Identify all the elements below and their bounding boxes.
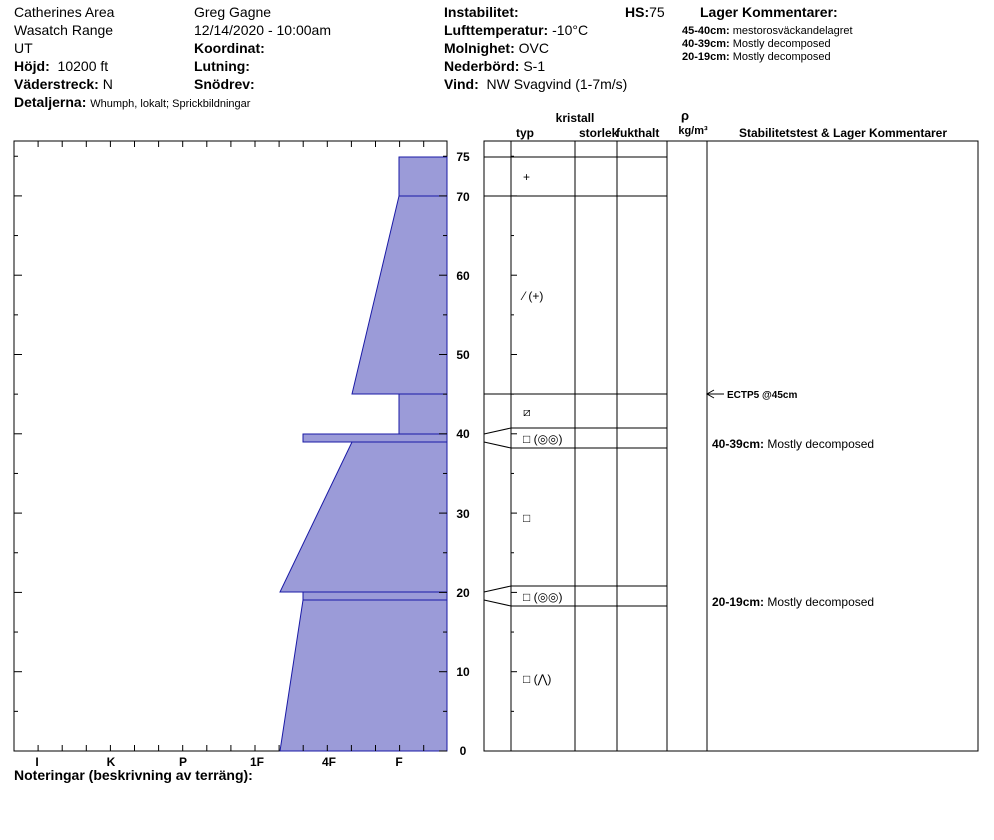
column-header-rho: ρ — [680, 108, 690, 123]
hardness-label-P: P — [178, 755, 188, 769]
hardness-label-F: F — [395, 755, 403, 769]
sky-cover-value: OVC — [518, 40, 549, 56]
layer-comment-range: 40-39cm: — [682, 38, 730, 50]
depth-label: 50 — [456, 348, 470, 362]
depth-label: 75 — [456, 150, 470, 164]
hardness-label-4F: 4F — [321, 755, 337, 769]
crystal-type-symbol: □ (◎◎) — [523, 590, 563, 604]
precipitation-label: Nederbörd: — [444, 58, 520, 74]
column-header-fukthalt: fukthalt — [616, 126, 660, 140]
depth-label: 60 — [456, 269, 470, 283]
terrain-notes-label: Noteringar (beskrivning av terräng): — [14, 767, 253, 783]
elevation-value: 10200 ft — [57, 58, 109, 74]
air-temperature-label: Lufttemperatur: — [444, 22, 549, 38]
stability-test-marker — [707, 390, 797, 401]
crystal-type-symbol: ⁄ (+) — [523, 289, 544, 303]
details-label: Detaljerna: — [14, 94, 87, 110]
depth-label: 40 — [456, 427, 470, 441]
observation-datetime: 12/14/2020 - 10:00am — [194, 22, 331, 38]
state-name: UT — [14, 40, 33, 56]
layer-comment-text: Mostly decomposed — [732, 51, 831, 63]
column-header-stability: Stabilitetstest & Lager Kommentarer — [738, 126, 948, 140]
layer-comment-text: mestorosväckandelagret — [732, 25, 853, 37]
depth-label: 70 — [456, 190, 470, 204]
layer-comment-text: Mostly decomposed — [732, 38, 831, 50]
layer-comments-title: Lager Kommentarer: — [700, 4, 838, 20]
air-temperature-value: -10°C — [552, 22, 589, 38]
precipitation-value: S-1 — [523, 58, 546, 74]
column-header-kristall: kristall — [555, 111, 595, 125]
depth-label: 0 — [459, 744, 467, 758]
hardness-label-1F: 1F — [249, 755, 265, 769]
layer-bar — [399, 157, 447, 196]
crystal-type-symbol: □ — [523, 511, 531, 525]
coordinate-label: Koordinat: — [194, 40, 265, 56]
wind-label: Vind: — [444, 76, 479, 92]
layer-note-range: 40-39cm: — [712, 437, 765, 451]
layer-bar — [303, 592, 447, 600]
drift-label: Snödrev: — [194, 76, 255, 92]
observer-name: Greg Gagne — [194, 4, 272, 20]
layer-note-text: Mostly decomposed — [767, 437, 875, 451]
layer-bar — [399, 394, 447, 434]
stability-test-text: ECTP5 @45cm — [727, 390, 798, 401]
slope-label: Lutning: — [194, 58, 250, 74]
wind-value: NW Svagvind (1-7m/s) — [486, 76, 628, 92]
range-name: Wasatch Range — [14, 22, 114, 38]
hardness-label-K: K — [106, 755, 116, 769]
crystal-type-symbol: + — [523, 170, 531, 184]
layer-bar — [303, 434, 447, 442]
layer-note-range: 20-19cm: — [712, 595, 765, 609]
column-header-density-unit: kg/m³ — [678, 125, 708, 137]
crystal-type-symbol: ⧄ — [523, 405, 531, 419]
snow-height-value: 75 — [649, 4, 665, 20]
column-header-typ: typ — [516, 126, 534, 140]
layer-comment-range: 45-40cm: — [682, 25, 730, 37]
details-value: Whumph, lokalt; Sprickbildningar — [90, 98, 251, 110]
elevation-label: Höjd: — [14, 58, 50, 74]
aspect-label: Väderstreck: — [14, 76, 99, 92]
depth-label: 20 — [456, 586, 470, 600]
crystal-type-symbol: □ (◎◎) — [523, 432, 563, 446]
aspect-value: N — [102, 76, 113, 92]
hardness-label-I: I — [35, 755, 39, 769]
layer-note — [712, 595, 874, 609]
table-tick-marks — [511, 156, 517, 751]
column-header-storlek: storlek — [579, 126, 619, 140]
depth-label: 10 — [456, 665, 470, 679]
crystal-type-symbol: □ (⋀) — [523, 672, 552, 686]
layer-note-text: Mostly decomposed — [767, 595, 875, 609]
area-name: Catherines Area — [14, 4, 115, 20]
sky-cover-label: Molnighet: — [444, 40, 515, 56]
instability-label: Instabilitet: — [444, 4, 519, 20]
snow-height-label: HS: — [625, 4, 650, 20]
layer-bar — [280, 600, 447, 751]
depth-label: 30 — [456, 507, 470, 521]
layer-comment-range: 20-19cm: — [682, 51, 730, 63]
layer-note — [712, 437, 874, 451]
